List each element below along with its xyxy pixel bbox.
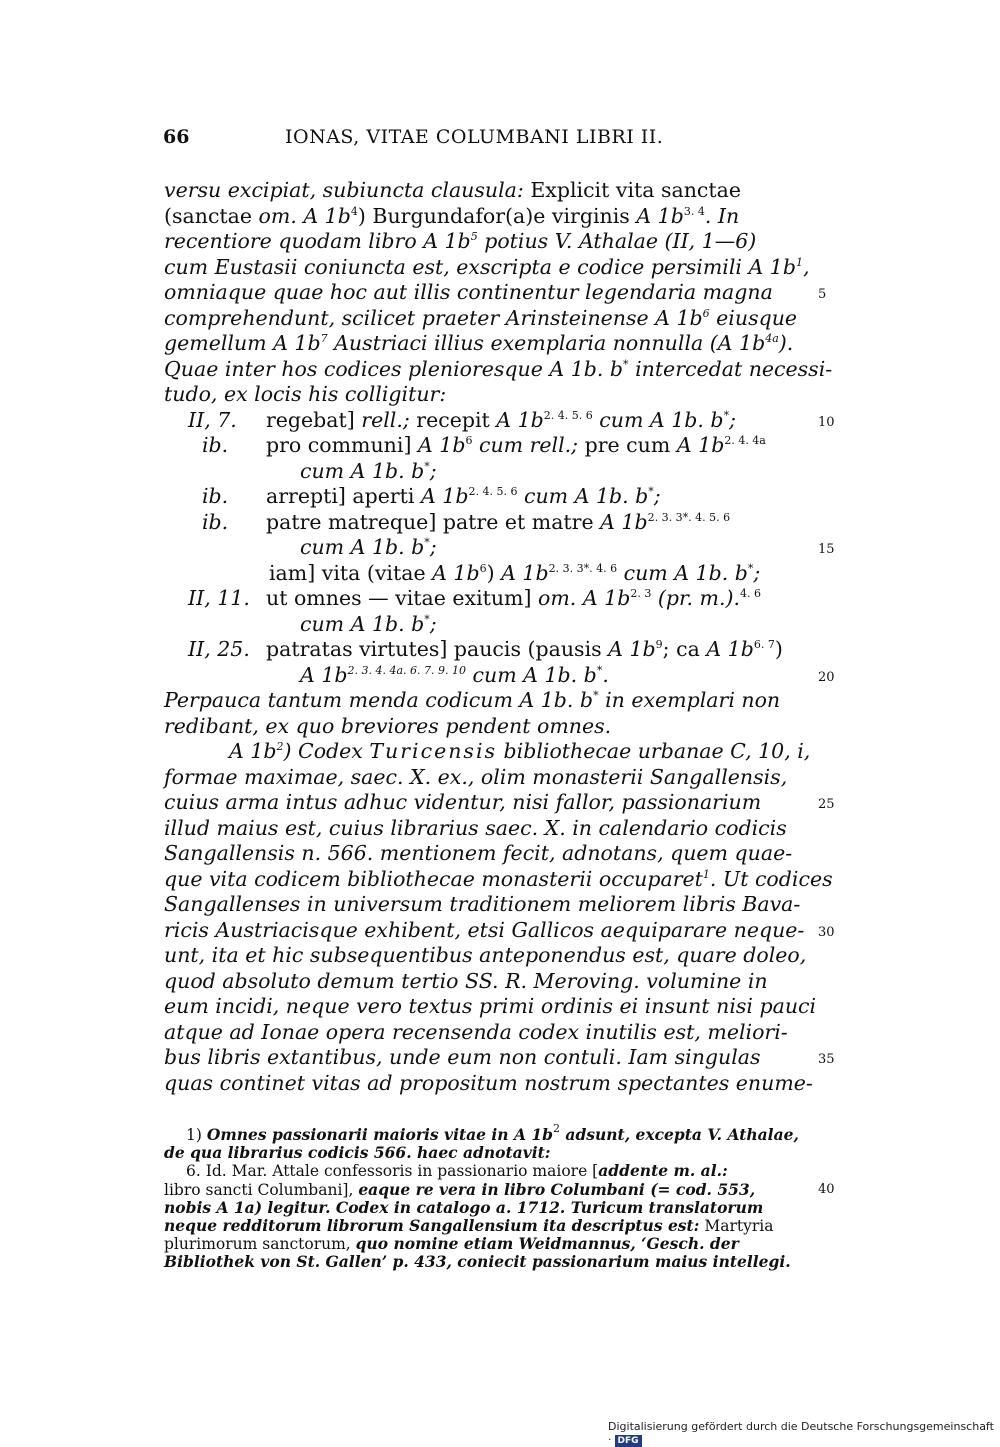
line-number: 20	[818, 669, 835, 685]
reference: II, 11.	[188, 586, 250, 610]
text-line: A $1b^2$) Codex Turicensis bibliothecae urbanae C, 10, i,	[229, 739, 811, 763]
apparatus-line: II, 7. regebat] rell.; recepit A $1b^{2. 4. 5. 6}$ cum A 1b. b*; 10	[164, 408, 814, 434]
footnote-line: Bibliothek von St. Gallen’ p. 433, coniecit passionarium maius intellegi.	[164, 1252, 791, 1272]
line-number: 35	[818, 1052, 835, 1067]
text-line: gemellum A $1b^7$ Austriaci illius exemplaria nonnulla (A $1b^{4a}$).	[164, 331, 794, 355]
apparatus-line: II, 25. patratas virtutes] paucis (pausis A $1b^9$; ca A $1b^{6. 7}$)	[188, 637, 783, 661]
text-line: cum Eustasii coniuncta est, exscripta e codice persimili A $1b^1$,	[164, 254, 810, 279]
text-line: (sanctae om. A $1b^4$) Burgundafor(a)e virginis A $1b^{3. 4}$. In	[164, 203, 740, 228]
line-number: 10	[818, 414, 835, 430]
text-line: que vita codicem bibliothecae monasterii occuparet$^1$. Ut codices	[164, 866, 833, 891]
apparatus-line: A $1b^{2. 3. 4. 4a. 6. 7. 9. 10}$ cum A 1b. b*. 20	[164, 663, 814, 689]
reference: II, 25.	[188, 637, 250, 661]
text-line: Sangallensis n. 566. mentionem fecit, adnotans, quem quae-	[164, 841, 793, 865]
page-header	[163, 126, 813, 156]
text-line: comprehendunt, scilicet praeter Arinsteinense A $1b^6$ eiusque	[164, 305, 798, 330]
text-line: redibant, ex quo breviores pendent omnes.	[164, 713, 612, 738]
digitization-credit: Digitalisierung gefördert durch die Deutsche Forschungsgemeinschaft · DFG	[608, 1420, 994, 1446]
reference: II, 7.	[188, 407, 237, 432]
text-line: omniaque quae hoc aut illis continentur legendaria magna 5	[164, 280, 814, 306]
text-line: Sangallenses in universum traditionem meliorem libris Bava-	[164, 892, 801, 916]
text-line: quod absoluto demum tertio SS. R. Meroving. volumine in	[164, 968, 768, 993]
text-line: eum incidi, neque vero textus primi ordinis ei insunt nisi pauci	[164, 994, 817, 1018]
footnote-line: 6. Id. Mar. Attale confessoris in passionario maiore [addente m. al.:	[186, 1161, 728, 1181]
line-number: 30	[818, 924, 835, 940]
text-line: unt, ita et hic subsequentibus anteponendus est, quare doleo,	[164, 943, 807, 967]
footnote-line: libro sancti Columbani], eaque re vera in libro Columbani (= cod. 553, 40	[164, 1179, 835, 1199]
text-line: cuius arma intus adhuc videntur, nisi fallor, passionarium 25	[164, 790, 814, 816]
apparatus-line: iam] vita (vitae A $1b^6$) A $1b^{2. 3. 3*. 4. 6}$ cum A 1b. b*;	[269, 560, 761, 585]
page-number: 66	[163, 126, 190, 148]
text-line: Quae inter hos codices plenioresque A 1b. b* intercedat necessi-	[164, 356, 833, 381]
text-line: atque ad Ionae opera recensenda codex inutilis est, meliori-	[164, 1019, 788, 1044]
line-number: 40	[818, 1181, 835, 1197]
main-text	[164, 178, 835, 1096]
line-number: 25	[818, 797, 835, 812]
apparatus-line: cum A 1b. b*;	[300, 611, 437, 636]
text-line: ricis Austriacisque exhibent, etsi Gallicos aequiparare neque- 30	[164, 918, 814, 944]
text-line: bus libris extantibus, unde eum non contuli. Iam singulas 35	[164, 1045, 814, 1071]
apparatus-line: II, 11. ut omnes — vitae exitum] om. A $1b^{2. 3}$ (pr. m.).$^{4. 6}$	[188, 586, 762, 610]
apparatus-line: ib. patre matreque] patre et matre A $1b^{2. 3. 3*. 4. 5. 6}$	[202, 509, 731, 534]
text-line: formae maximae, saec. X. ex., olim monasterii Sangallensis,	[164, 764, 788, 789]
line-number: 5	[818, 287, 827, 302]
text-line: recentiore quodam libro A $1b^5$ potius V. Athalae (II, 1—6)	[164, 229, 757, 253]
footnote-line: nobis A 1a) legitur. Codex in catalogo a. 1712. Turicum translatorum	[164, 1197, 764, 1217]
reference: ib.	[202, 484, 229, 508]
footnote-line: de qua librarius codicis 566. haec adnotavit:	[164, 1143, 551, 1163]
text-line: illud maius est, cuius librarius saec. X. in calendario codicis	[164, 815, 787, 840]
apparatus-line: cum A 1b. b*; 15	[164, 535, 814, 561]
footnote-line: 1) Omnes passionarii maioris vitae in A $1b^2$ adsunt, excepta V. Athalae,	[186, 1122, 799, 1144]
reference: ib.	[202, 509, 229, 534]
apparatus-line: cum A 1b. b*;	[300, 458, 437, 483]
text-line: quas continet vitas ad propositum nostrum spectantes enume-	[164, 1070, 813, 1095]
footnote-line: plurimorum sanctorum, quo nomine etiam Weidmannus, ‘Gesch. der	[164, 1234, 739, 1254]
text-line: versu excipiat, subiuncta clausula: Explicit vita sanctae	[164, 178, 741, 202]
footnote-line: neque redditorum librorum Sangallensium ita descriptus est: Martyria	[164, 1215, 774, 1235]
reference: ib.	[202, 433, 229, 457]
line-number: 15	[818, 542, 835, 557]
apparatus-line: ib. arrepti] aperti A $1b^{2. 4. 5. 6}$ cum A 1b. b*;	[202, 484, 661, 508]
text-line: tudo, ex locis his colligitur:	[164, 382, 447, 406]
apparatus-line: ib. pro communi] A $1b^6$ cum rell.; pre cum A $1b^{2. 4. 4a}$	[202, 433, 766, 457]
text-line: Perpauca tantum menda codicum A 1b. b* in exemplari non	[164, 688, 781, 712]
dfg-logo: DFG	[615, 1435, 642, 1447]
footnotes	[164, 1122, 835, 1272]
running-title: IONAS, VITAE COLUMBANI LIBRI II.	[285, 126, 664, 148]
